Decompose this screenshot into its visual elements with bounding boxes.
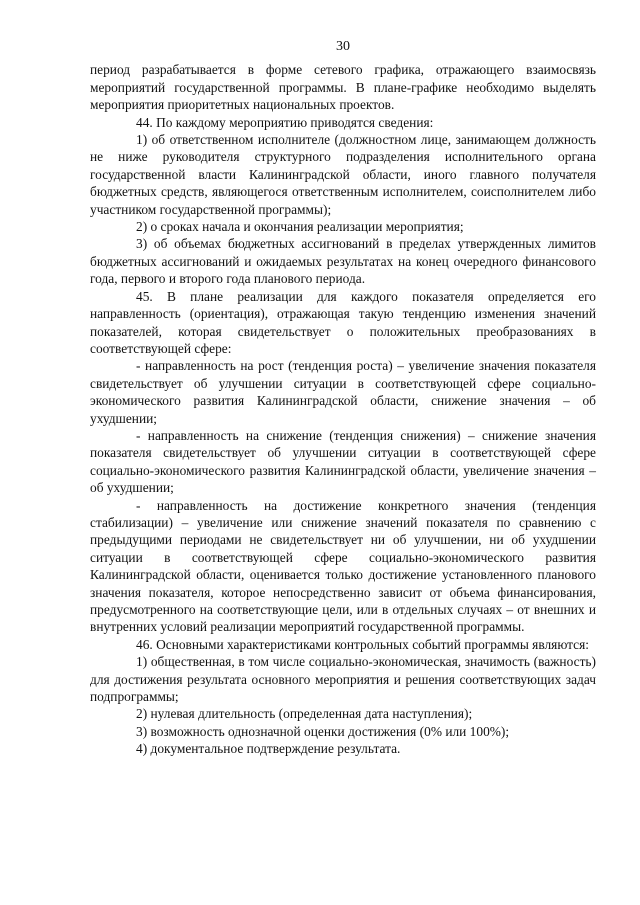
- paragraph-8: - направленность на снижение (тенденция снижения) – снижение значения показателя свидетельствует об улучшении ситуации в соответствующей сфере социально-экономического развития Калининградской области, увеличение значения – об ухудшении;: [90, 427, 596, 496]
- paragraph-1: период разрабатывается в форме сетевого графика, отражающего взаимосвязь мероприятий государственной программы. В плане-графике необходимо выделять мероприятия приоритетных национальных проектов.: [90, 62, 596, 113]
- paragraph-11: 1) общественная, в том числе социально-экономическая, значимость (важность) для достижения результата основного мероприятия и решения соответствующих задач подпрограммы;: [90, 654, 596, 705]
- page-number: 30: [336, 39, 350, 54]
- paragraph-10: 46. Основными характеристиками контрольных событий программы являются:: [136, 636, 589, 652]
- paragraph-5: 3) об объемах бюджетных ассигнований в пределах утвержденных лимитов бюджетных ассигнований и ожидаемых результатах на конец очередного финансового года, первого и второго года планового периода.: [90, 236, 596, 287]
- paragraph-2: 44. По каждому мероприятию приводятся сведения:: [136, 114, 434, 130]
- paragraph-13: 3) возможность однозначной оценки достижения (0% или 100%);: [136, 723, 510, 739]
- document-page: [90, 38, 596, 758]
- paragraph-3: 1) об ответственном исполнителе (должностном лице, занимающем должность не ниже руководителя структурного подразделения исполнительного органа государственной власти Калининградской области, иного главного получателя бюджетных средств, являющегося ответственным исполнителем, соисполнителем либо участником государственной программы);: [90, 132, 596, 217]
- paragraph-9: - направленность на достижение конкретного значения (тенденция стабилизации) – увеличение или снижение значений показателя по сравнению с предыдущими периодами не свидетельствует ни об улучшении, ни об ухудшении ситуации в соответствующей сфере социально-экономического развития Калининградской области, оценивается только достижение установленного планового значения показателя, которое непосредственно зависит от объема финансирования, предусмотренного на соответствующие цели, или в отдельных случаях – от внешних и внутренних условий реализации мероприятий государственной программы.: [90, 497, 596, 635]
- paragraph-14: 4) документальное подтверждение результата.: [136, 741, 401, 757]
- paragraph-7: - направленность на рост (тенденция роста) – увеличение значения показателя свидетельствует об улучшении ситуации в соответствующей сфере социально-экономического развития Калининградской области, снижение значения – об ухудшении;: [90, 358, 596, 426]
- paragraph-12: 2) нулевая длительность (определенная дата наступления);: [136, 706, 473, 722]
- paragraph-4: 2) о сроках начала и окончания реализации мероприятия;: [136, 219, 464, 235]
- document-body: [90, 61, 596, 757]
- paragraph-6: 45. В плане реализации для каждого показателя определяется его направленность (ориентация), отражающая такую тенденцию изменения значений показателей, которая свидетельствует о положительных преобразованиях в соответствующей сфере:: [90, 288, 596, 356]
